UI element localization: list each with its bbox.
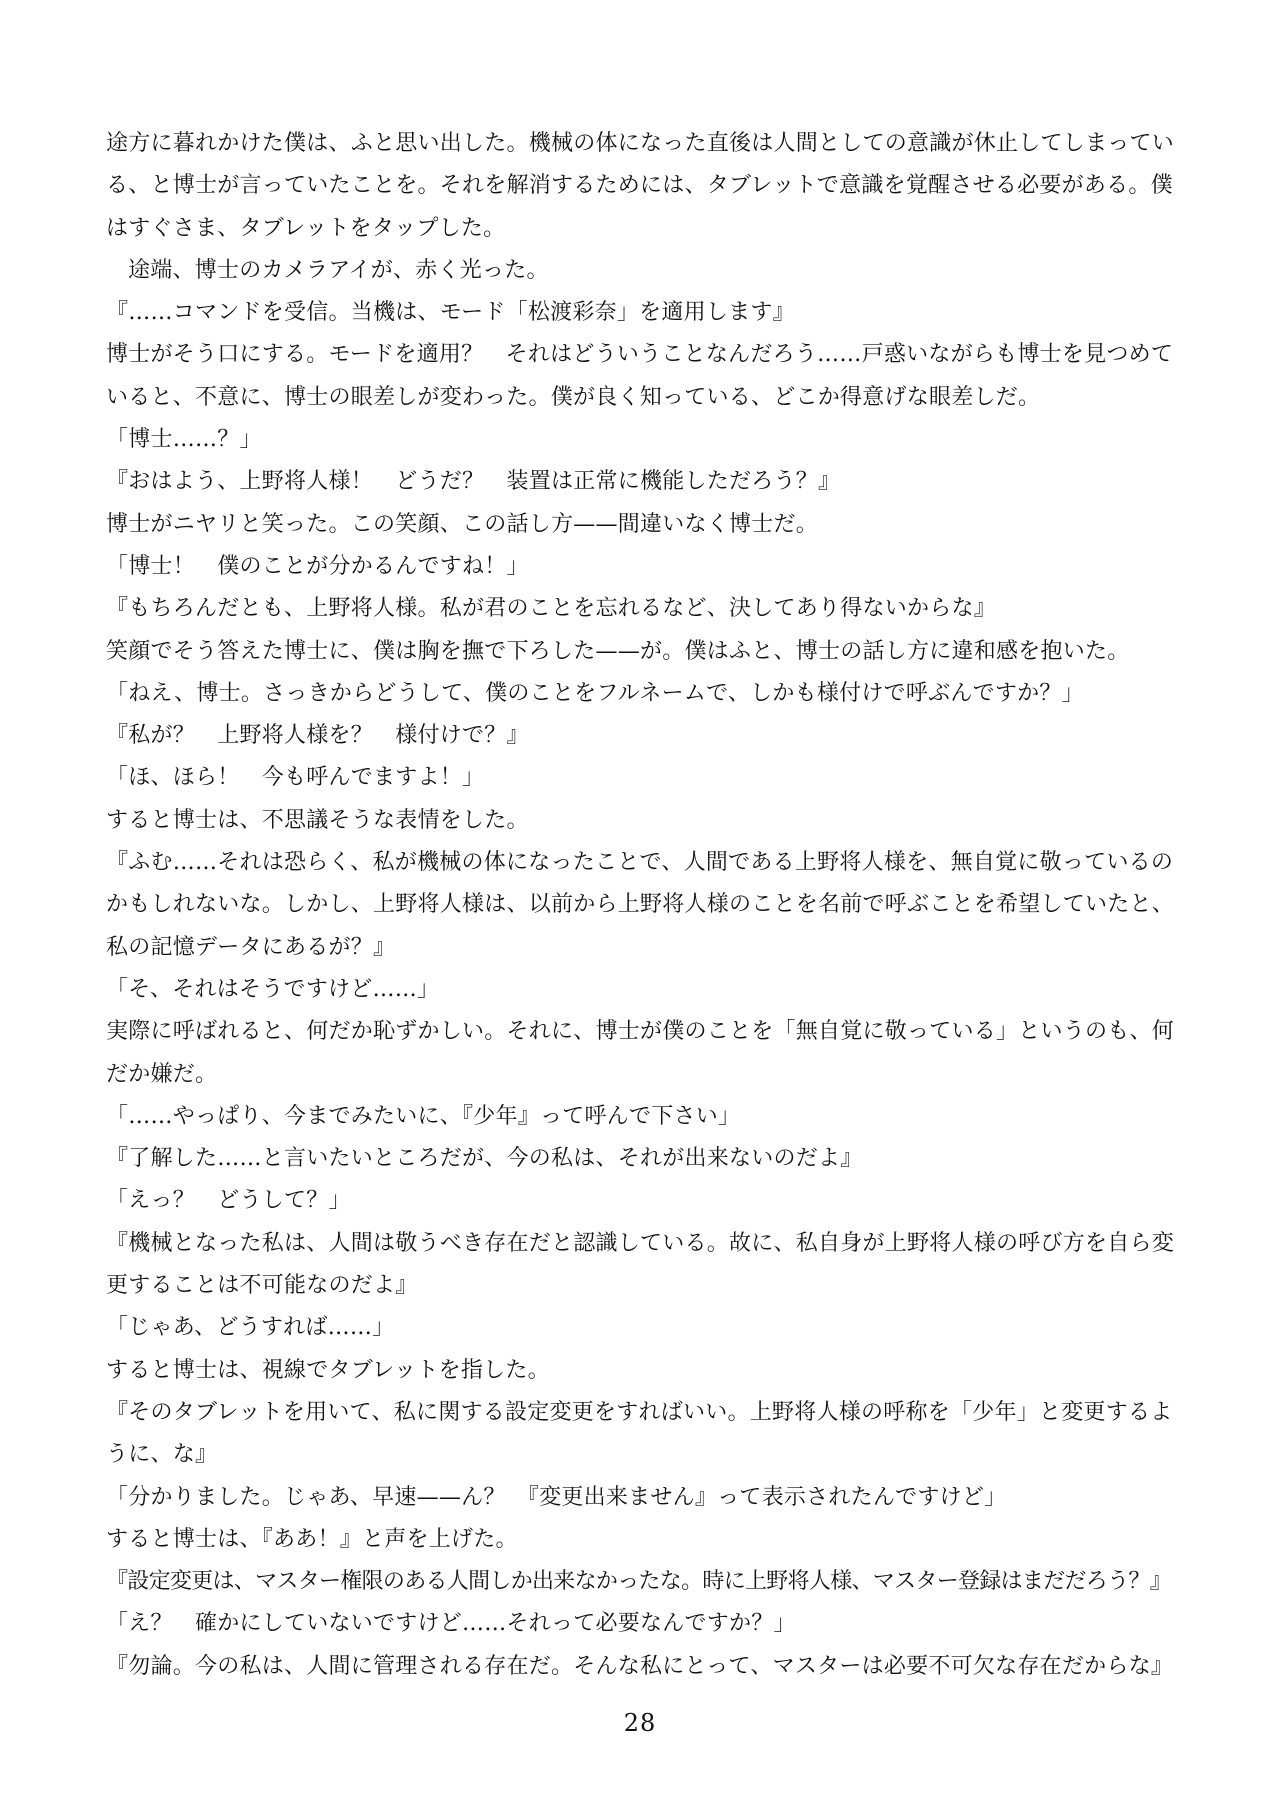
text-line: 「ねえ、博士。さっきからどうして、僕のことをフルネームで、しかも様付けで呼ぶんですか？」	[106, 680, 1084, 706]
text-line: 『おはよう、上野将人様！ どうだ？ 装置は正常に機能しただろう？』	[106, 469, 841, 495]
text-line: うに、な』	[106, 1442, 218, 1468]
text-line: 「そ、それはそうですけど……」	[106, 976, 440, 1002]
text-line: 「分かりました。じゃあ、早速——ん？ 『変更出来ません』って表示されたんですけど」	[106, 1484, 1007, 1510]
text-line: 「えっ？ どうして？」	[106, 1188, 351, 1214]
text-line: 『そのタブレットを用いて、私に関する設定変更をすればいい。上野将人様の呼称を「少年」と変更するよ	[106, 1399, 1173, 1425]
text-line: 実際に呼ばれると、何だか恥ずかしい。それに、博士が僕のことを「無自覚に敬っている」というのも、何	[106, 1019, 1175, 1045]
text-line: 『……コマンドを受信。当機は、モード「松渡彩奈」を適用します』	[106, 300, 795, 326]
text-line: 「博士！ 僕のことが分かるんですね！」	[106, 553, 529, 579]
text-line: すると博士は、不思議そうな表情をした。	[106, 807, 529, 833]
text-line: 『ふむ……それは恐らく、私が機械の体になったことで、人間である上野将人様を、無自覚に敬っているの	[106, 850, 1174, 876]
text-line: 私の記憶データにあるが？』	[106, 934, 396, 960]
text-line: いると、不意に、博士の眼差しが変わった。僕が良く知っている、どこか得意げな眼差しだ。	[106, 384, 1041, 410]
text-line: 『私が？ 上野将人様を？ 様付けで？』	[106, 723, 529, 749]
page-text	[106, 123, 1196, 1688]
text-line: 『了解した……と言いたいところだが、今の私は、それが出来ないのだよ』	[106, 1146, 863, 1172]
text-line: 博士がそう口にする。モードを適用？ それはどういうことなんだろう……戸惑いながらも博士を見つめて	[106, 342, 1174, 368]
text-line: 「じゃあ、どうすれば……」	[106, 1315, 395, 1341]
text-line: 『機械となった私は、人間は敬うべき存在だと認識している。故に、私自身が上野将人様の呼び方を自ら変	[106, 1230, 1175, 1256]
text-line: すると博士は、『ああ！』と声を上げた。	[106, 1526, 518, 1552]
text-line: 『設定変更は、マスター権限のある人間しか出来なかったな。時に上野将人様、マスター登録はまだだろう？』	[106, 1569, 1172, 1595]
text-line: る、と博士が言っていたことを。それを解消するためには、タブレットで意識を覚醒させる必要がある。僕	[106, 173, 1173, 199]
text-line: 途端、博士のカメラアイが、赤く光った。	[128, 257, 549, 283]
text-line: 笑顔でそう答えた博士に、僕は胸を撫で下ろした——が。僕はふと、博士の話し方に違和感を抱いた。	[106, 638, 1130, 664]
text-line: 「え？ 確かにしていないですけど……それって必要なんですか？」	[106, 1611, 796, 1637]
text-line: 『もちろんだとも、上野将人様。私が君のことを忘れるなど、決してあり得ないからな』	[106, 596, 997, 622]
text-line: 「……やっぱり、今までみたいに、『少年』って呼んで下さい」	[106, 1103, 741, 1129]
text-line: 『勿論。今の私は、人間に管理される存在だ。そんな私にとって、マスターは必要不可欠な存在だからな』	[106, 1653, 1174, 1679]
text-line: だか嫌だ。	[106, 1061, 218, 1087]
text-line: 博士がニヤリと笑った。この笑顔、この話し方——間違いなく博士だ。	[106, 511, 819, 537]
page-number: 28	[623, 1709, 657, 1737]
text-line: 更することは不可能なのだよ』	[106, 1273, 418, 1299]
text-line: すると博士は、視線でタブレットを指した。	[106, 1357, 550, 1383]
text-line: はすぐさま、タブレットをタップした。	[106, 215, 506, 241]
text-line: かもしれないな。しかし、上野将人様は、以前から上野将人様のことを名前で呼ぶことを希望していたと、	[106, 892, 1175, 918]
text-line: 途方に暮れかけた僕は、ふと思い出した。機械の体になった直後は人間としての意識が休止してしまってい	[106, 131, 1175, 156]
text-line: 「博士……？」	[106, 427, 262, 453]
text-line: 「ほ、ほら！ 今も呼んでますよ！」	[106, 765, 485, 791]
